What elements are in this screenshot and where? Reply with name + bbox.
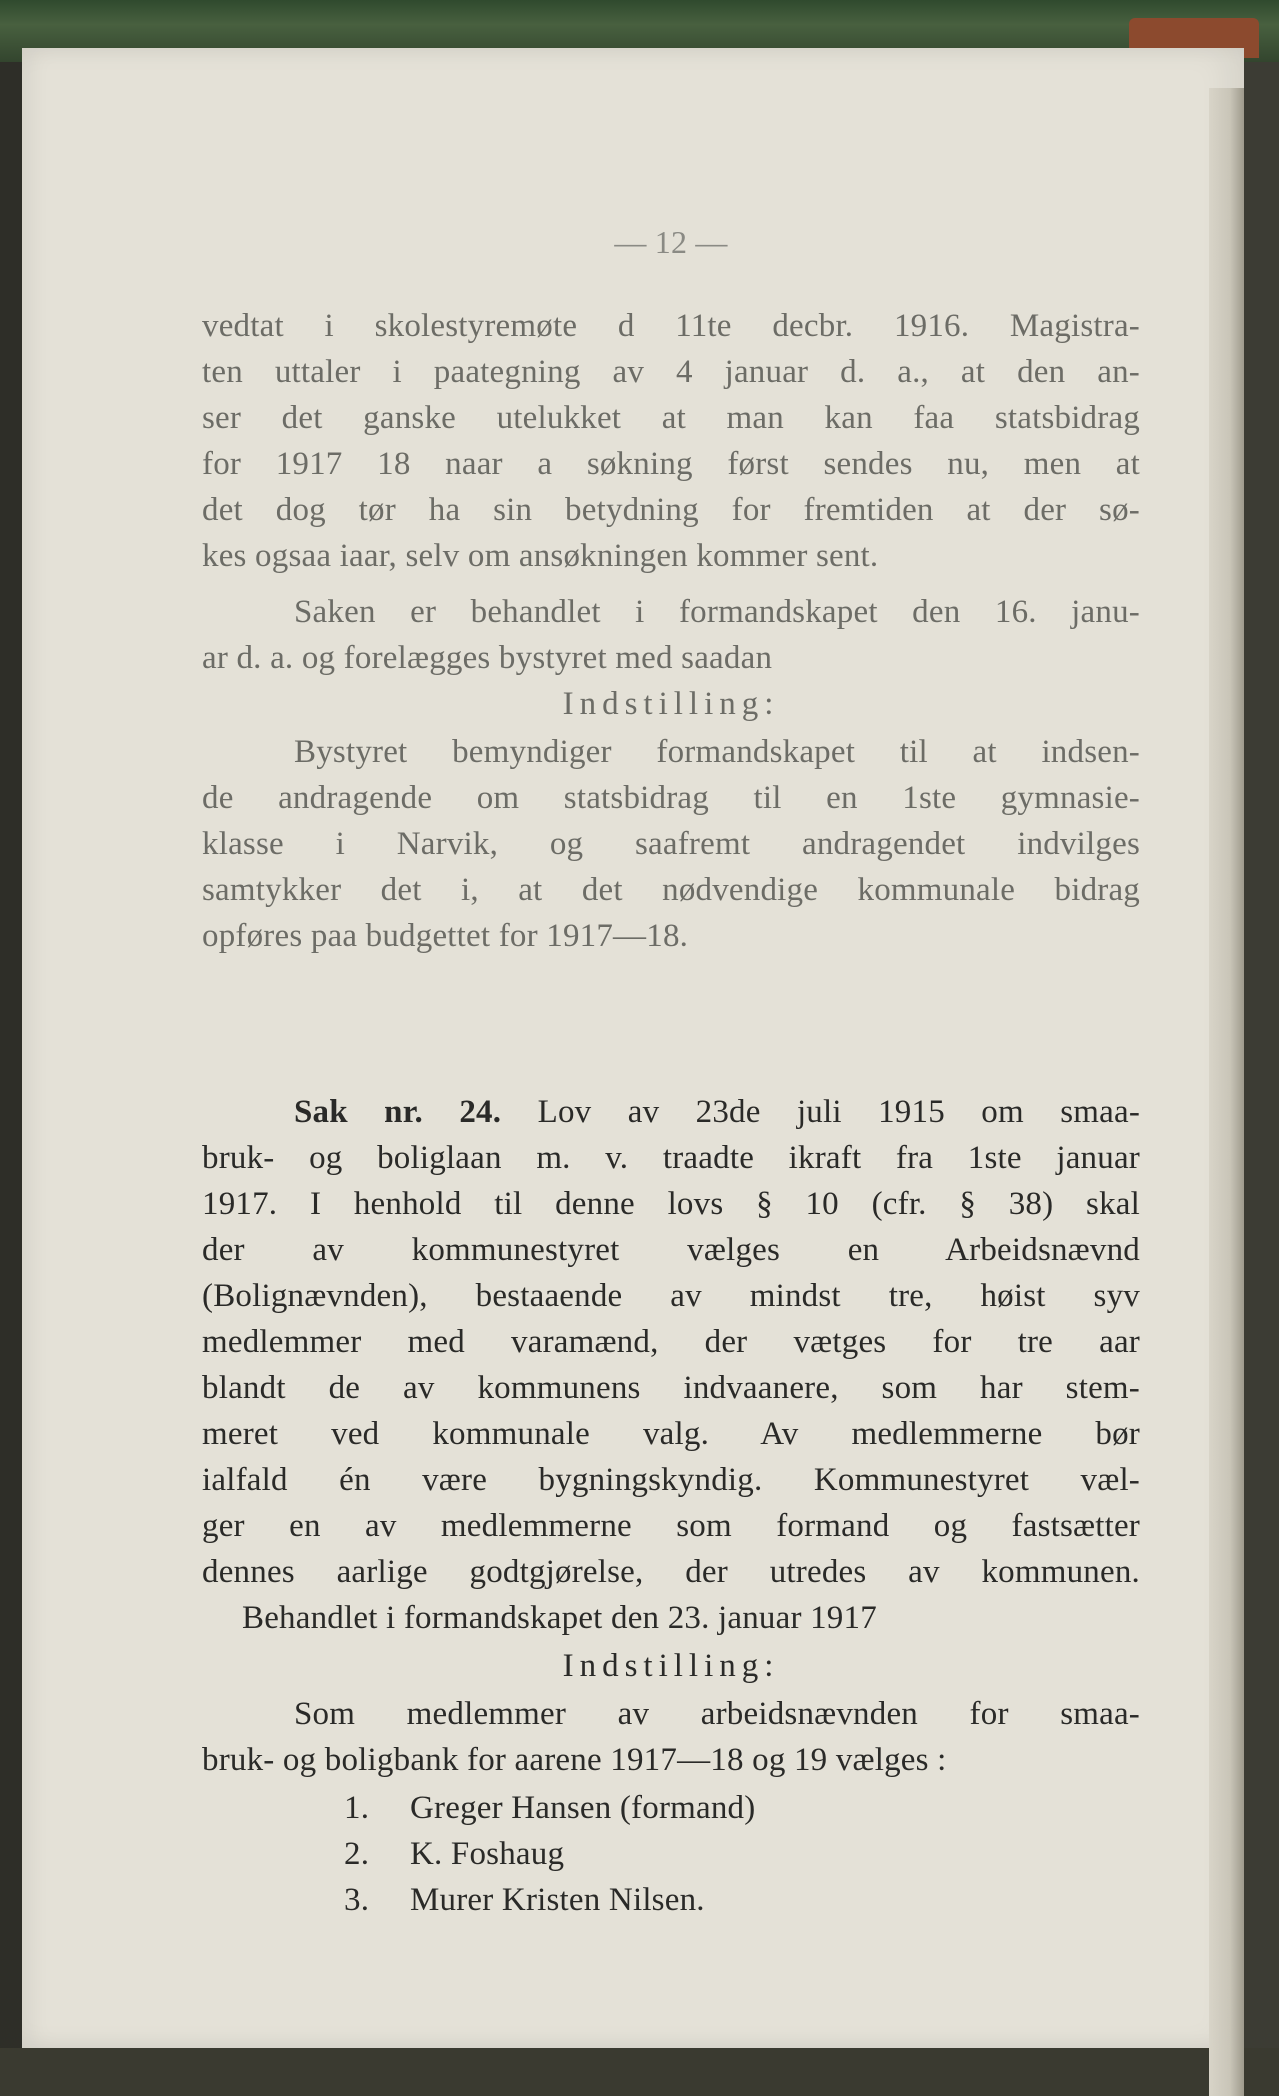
text-line: bruk- og boligbank for aarene 1917—18 og 19 vælges :	[202, 1742, 947, 1778]
text-line: de andragende om statsbidrag til en 1ste gymnasie-	[202, 780, 1140, 816]
text-line: blandt de av kommunens indvaanere, som har stem-	[202, 1370, 1140, 1406]
text-line: kes ogsaa iaar, selv om ansøkningen kommer sent.	[202, 538, 879, 574]
member-name: K. Foshaug	[410, 1836, 565, 1872]
section-heading: Indstilling:	[562, 1648, 780, 1684]
member-number: 3.	[344, 1882, 370, 1918]
text-line: for 1917 18 naar a søkning først sendes nu, men at	[202, 446, 1140, 482]
member-number: 1.	[344, 1790, 370, 1826]
text-line: opføres paa budgettet for 1917—18.	[202, 918, 689, 954]
text-line: Som medlemmer av arbeidsnævnden for smaa-	[294, 1696, 1140, 1732]
text-line: dennes aarlige godtgjørelse, der utredes av kommunen.	[202, 1554, 1140, 1590]
case-label: Sak nr. 24.	[294, 1094, 502, 1130]
text-line: Saken er behandlet i formandskapet den 16. janu-	[294, 594, 1140, 630]
text-line: medlemmer med varamænd, der vætges for tre aar	[202, 1324, 1140, 1360]
text-line: klasse i Narvik, og saafremt andragendet indvilges	[202, 826, 1140, 862]
member-name: Murer Kristen Nilsen.	[410, 1882, 705, 1918]
member-item	[344, 1880, 705, 1920]
page-number: — 12 —	[614, 224, 728, 260]
text-line: (Bolignævnden), bestaaende av mindst tre, høist syv	[202, 1278, 1140, 1314]
text-line: bruk- og boliglaan m. v. traadte ikraft fra 1ste januar	[202, 1140, 1140, 1176]
text-line: ialfald én være bygningskyndig. Kommunestyret væl-	[202, 1462, 1140, 1498]
member-number: 2.	[344, 1836, 370, 1872]
text-line: det dog tør ha sin betydning for fremtiden at der sø-	[202, 492, 1140, 528]
text-line: Behandlet i formandskapet den 23. januar 1917	[242, 1600, 877, 1636]
text-line: ser det ganske utelukket at man kan faa statsbidrag	[202, 400, 1140, 436]
text-line: 1917. I henhold til denne lovs § 10 (cfr. § 38) skal	[202, 1186, 1140, 1222]
text-line: Bystyret bemyndiger formandskapet til at indsen-	[294, 734, 1140, 770]
section-heading: Indstilling:	[562, 686, 780, 722]
member-item	[344, 1834, 564, 1874]
text-line: samtykker det i, at det nødvendige kommunale bidrag	[202, 872, 1140, 908]
text-line: meret ved kommunale valg. Av medlemmerne bør	[202, 1416, 1140, 1452]
page-edge	[1209, 88, 1244, 2096]
text-line: der av kommunestyret vælges en Arbeidsnævnd	[202, 1232, 1140, 1268]
text-line: ar d. a. og forelægges bystyret med saadan	[202, 640, 773, 676]
member-name: Greger Hansen (formand)	[410, 1790, 756, 1826]
case-first-line	[294, 1092, 1140, 1132]
case-first-line-text: Lov av 23de juli 1915 om smaa-	[537, 1094, 1141, 1130]
text-line: ten uttaler i paategning av 4 januar d. a., at den an-	[202, 354, 1140, 390]
text-line: vedtat i skolestyremøte d 11te decbr. 1916. Magistra-	[202, 308, 1140, 344]
text-line: ger en av medlemmerne som formand og fastsætter	[202, 1508, 1140, 1544]
paper-page	[22, 48, 1244, 2048]
member-item	[344, 1788, 755, 1828]
